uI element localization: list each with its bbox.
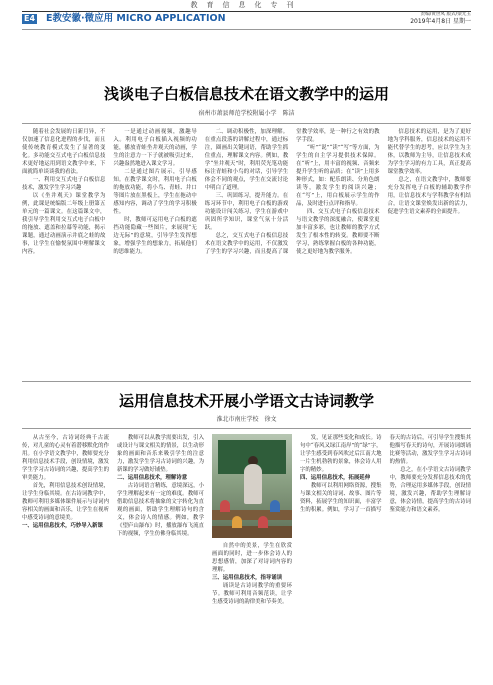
- classroom-photo: [212, 434, 292, 538]
- article2-author: 淮北市南庄学校 徐文: [216, 416, 277, 423]
- section-heading: 四、运用信息技术，拓展延伸: [300, 475, 371, 481]
- paragraph: 从古至今，古诗词经典千古流传，对儿童的心灵有着潜移默化的作用。在小学语文教学中，教师要充分利用信息技术手段，创设情境，激发学生学习古诗词的兴趣，提高学生的审美能力。: [22, 435, 109, 481]
- page-tag: E4: [24, 14, 36, 23]
- header-band-title: 教育信息化专刊: [190, 1, 303, 9]
- header-rule: [22, 11, 471, 12]
- paragraph: 一、利用交互式电子白板信息技术，激发学生学习兴趣: [22, 177, 106, 191]
- paragraph: 总之，在语文教学中，教师要充分发挥电子白板的辅助教学作用，让信息技术与学科教学有机结合，让语文课堂焕发出新的活力，促进学生语文素养的全面提升。: [387, 177, 471, 215]
- paragraph: 时，教师可运用电子白板的遮挡功能隐藏一些图片，来展现“无边无际”的意境，引导学生发挥想象，增强学生的想象力，拓展他们的思维能力。: [113, 217, 197, 255]
- paragraph: 二是通过图片展示，引导感知。在教学课文时，利用电子白板的拖放功能，将小鸟、青蛙、井口等图片放在黑板上，学生在拖动中感知内容，调动了学生的学习积极性。: [113, 169, 197, 215]
- section-heading: 三、运用信息技术，指导诵读: [212, 575, 283, 581]
- article2-rule: [22, 428, 471, 429]
- section-heading: 一、运用信息技术，巧妙导入新课: [22, 523, 103, 529]
- section-heading: 二、运用信息技术，理解诗意: [117, 475, 188, 481]
- paragraph: 自然中的美景，学生在欣赏画面的同时，进一步体会诗人的思想感情，加深了对诗词内容的理解。: [212, 543, 292, 573]
- student-figure: [220, 500, 230, 512]
- desk-row: [212, 526, 292, 538]
- student-figure: [232, 516, 242, 528]
- paragraph: 二、调动积极性，加深理解。在重点段落的讲解过程中，通过标注，圈画出关键词语，帮助学生抓住重点，理解课文内容。例如，教学“坐井观天”时，利用荧光笔功能标注青蛙和小鸟的对话，引导学生体会不同的观点，学生在交流讨论中明白了道理。: [204, 129, 289, 191]
- paragraph: 一是通过动画视频，激趣导入。利用电子白板插入视频的功能，播放青蛙坐井观天的动画，学生的注意力一下子就被吸引过来，兴趣盎然地进入课文学习。: [113, 129, 197, 167]
- paragraph: 教师可以利用网络资源，搜集与课文相关的诗词、故事、图片等资料，拓展学生的知识面，丰富学生的积累。例如，学习了一首描写春天的古诗后，可引导学生搜集其他描写春天的诗句，开展诗词朗诵比赛等活动，激发学生学习古诗词的热情。: [300, 435, 471, 513]
- header-rule-bottom: [22, 29, 471, 30]
- article2-body-left: [22, 434, 204, 674]
- article-divider: [22, 381, 471, 382]
- student-figure: [258, 516, 268, 528]
- paragraph: 四、交互式电子白板信息技术与语文教学的深度融合，使课堂更加丰富多彩，也让教师的教学方式发生了根本性的转变。教师要不断学习，熟练掌握白板的各种功能，使之更好地为教学服务。: [296, 209, 380, 255]
- header-editor: 责编/黄世凤 版式/梁光玉: [420, 12, 471, 17]
- paragraph: 发，见证那些变化和成长。诗句中“春风又绿江南岸”的“绿”字，让学生感受到春风吹过后江南大地一片生机勃勃的景象，体会诗人用字的精妙。: [300, 435, 382, 473]
- paragraph: 信息技术的运用，是为了更好地为学科服务，信息技术的运用不能代替学生的思考，应以学生为主体，以教师为主导，让信息技术成为学生学习的有力工具，真正提高课堂教学效率。: [387, 129, 471, 175]
- paragraph: 随着社会发展的日新月异，不仅加速了信息化进程的步伐，而且使传统教育模式发生了显著的变化。多功能交互式电子白板信息技术更好地运用到语文教学中来，下面就简单谈谈我的看法。: [22, 129, 106, 175]
- teacher-figure: [244, 464, 262, 504]
- article2-title: 运用信息技术开展小学语文古诗词教学: [118, 392, 374, 410]
- article1-title: 浅谈电子白板信息技术在语文教学中的运用: [103, 85, 389, 103]
- article1-author: 宿州市萧县师范学校附属小学 陈洁: [198, 110, 295, 117]
- paragraph: 总之，交互式电子白板信息技术在语文教学中的运用，不仅激发了学生的学习兴趣，而且提高了课堂教学效率，是一种行之有效的教学手段。: [204, 129, 380, 255]
- article1-body: [22, 128, 471, 376]
- paragraph: 古诗词语言精练，意境深远，小学生理解起来有一定的难度。教师可借助信息技术将抽象的文字转化为直观的画面，帮助学生理解诗句的含义，体会诗人的情感。例如，教学《望庐山瀑布》时，播放瀑布飞流直下的视频，学生仿佛身临其境。: [117, 483, 204, 537]
- page-header: [0, 0, 493, 32]
- article2-body-middle: [212, 542, 292, 674]
- column-title: E教安徽·微应用 MICRO APPLICATION: [46, 13, 226, 24]
- student-figure: [270, 500, 280, 512]
- paragraph: 以《坐井观天》课堂教学为例，此课是统编版二年级上册第五单元的一篇课文。在这篇课文中，我引导学生利用交互式电子白板中的拖放、遮盖和拉幕等功能，揭示课题，通过动画演示井底之蛙的故事，让学生在愉悦氛围中理解课文内容。: [22, 193, 106, 255]
- header-date: 2019年4月8日 星期一: [410, 18, 471, 25]
- paragraph: 首先，利用信息技术创设情境，让学生身临其境。在古诗词教学中，教师可利用多媒体课件展示与诗词内容相关的画面和音乐，让学生在视听中感受诗词的意境美。: [22, 483, 109, 521]
- paragraph: 总之，在小学语文古诗词教学中，教师要充分发挥信息技术的优势，合理运用多媒体手段，创设情境，激发兴趣，帮助学生理解诗意，体会诗情，提高学生的古诗词鉴赏能力和语文素养。: [389, 467, 471, 513]
- article1-rule: [22, 123, 471, 124]
- article2-body-right: [300, 434, 471, 674]
- paragraph: 教师可以从教学需要出发，引入或设计与课文相关的情景，以生动形象的画面和音乐来吸引学生的注意力，激发学生学习古诗词的兴趣，为新课的学习做好铺垫。: [117, 435, 204, 473]
- paragraph: 诵读是古诗词教学的重要环节。教师可利用音频范读，让学生感受诗词的韵律美和节奏美。: [212, 583, 292, 605]
- paragraph: 三、巩固练习，提升能力。在练习环节中，利用电子白板的游戏功能设计闯关练习，学生在游戏中巩固所学知识，课堂气氛十分活跃。: [204, 193, 289, 231]
- paragraph: “听”“说”“读”“写”等方面，为学生的自主学习提供技术保障。在“听”上，用丰富的视频、音频来提升学生听的品质；在“读”上用多种形式，如：配乐朗读、分角色朗读等，激发学生的阅读兴趣；在“写”上，用白板展示学生的作品，及时进行点评和指导。: [296, 145, 380, 207]
